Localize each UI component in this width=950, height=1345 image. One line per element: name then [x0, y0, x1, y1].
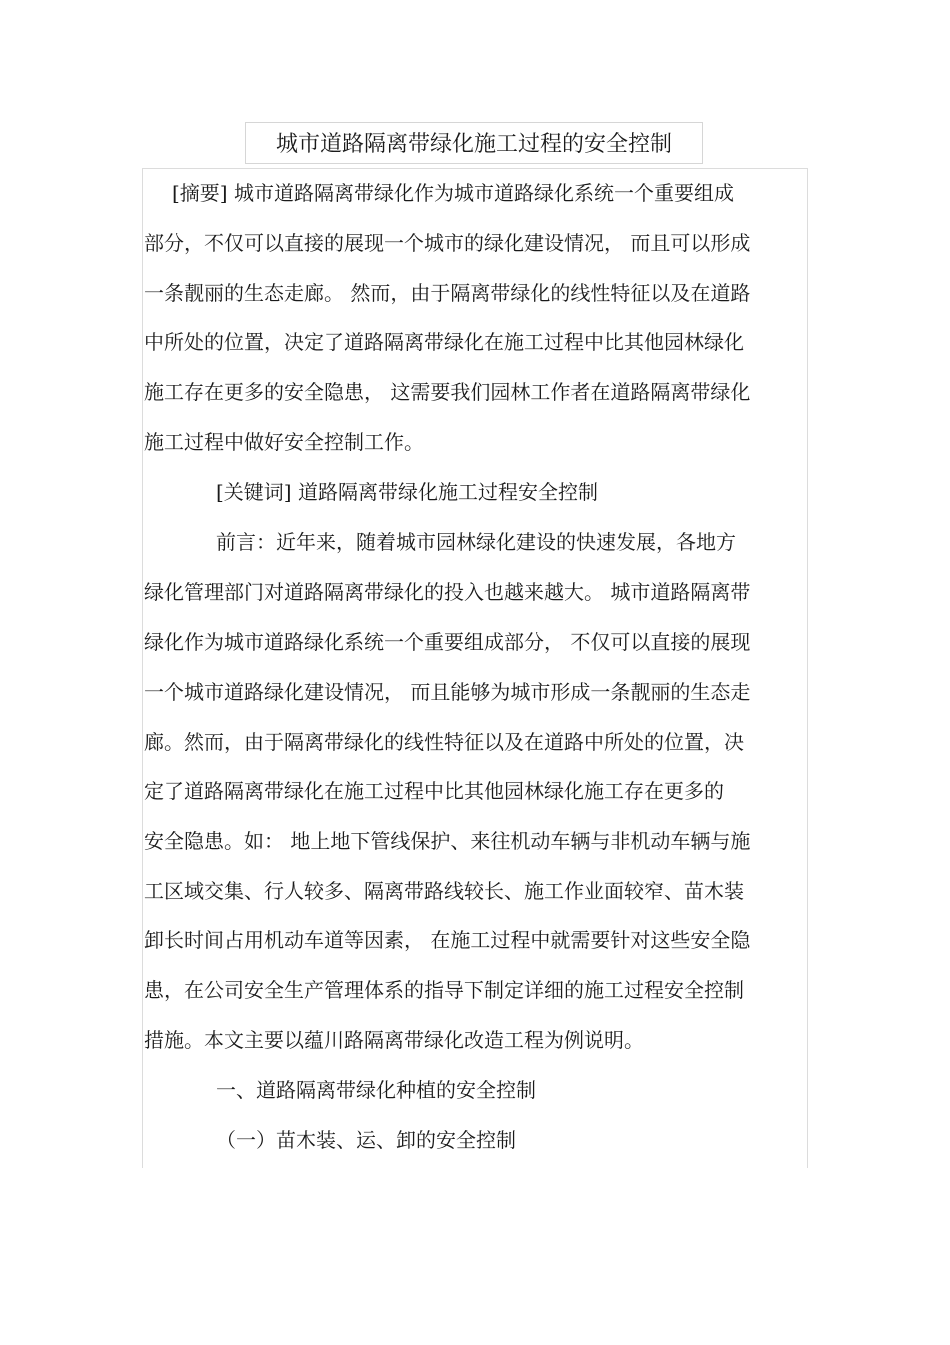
preface-line-5: 廊。然而，由于隔离带绿化的线性特征以及在道路中所处的位置，决 [144, 730, 744, 754]
preface-line-10: 患，在公司安全生产管理体系的指导下制定详细的施工过程安全控制 [144, 978, 744, 1002]
preface-line-11: 措施。本文主要以蕴川路隔离带绿化改造工程为例说明。 [144, 1028, 644, 1052]
preface-line-7: 安全隐患。如： 地上地下管线保护、来往机动车辆与非机动车辆与施 [144, 829, 751, 853]
section-heading-1: 一、道路隔离带绿化种植的安全控制 [216, 1078, 536, 1102]
subsection-heading-1: （一）苗木装、运、卸的安全控制 [216, 1128, 516, 1152]
content-frame [142, 168, 808, 1168]
abstract-line-1: [摘要] 城市道路隔离带绿化作为城市道路绿化系统一个重要组成 [172, 181, 734, 205]
preface-line-3: 绿化作为城市道路绿化系统一个重要组成部分， 不仅可以直接的展现 [144, 630, 751, 654]
preface-line-8: 工区域交集、行人较多、隔离带路线较长、施工作业面较窄、苗木装 [144, 879, 744, 903]
preface-line-1: 前言：近年来，随着城市园林绿化建设的快速发展，各地方 [216, 530, 736, 554]
abstract-line-6: 施工过程中做好安全控制工作。 [144, 430, 424, 454]
abstract-line-4: 中所处的位置，决定了道路隔离带绿化在施工过程中比其他园林绿化 [144, 330, 744, 354]
abstract-line-3: 一条靓丽的生态走廊。 然而，由于隔离带绿化的线性特征以及在道路 [144, 281, 751, 305]
preface-line-2: 绿化管理部门对道路隔离带绿化的投入也越来越大。 城市道路隔离带 [144, 580, 751, 604]
abstract-line-5: 施工存在更多的安全隐患， 这需要我们园林工作者在道路隔离带绿化 [144, 380, 751, 404]
abstract-line-2: 部分，不仅可以直接的展现一个城市的绿化建设情况， 而且可以形成 [144, 231, 751, 255]
keywords-line: [关键词] 道路隔离带绿化施工过程安全控制 [216, 480, 598, 504]
preface-line-4: 一个城市道路绿化建设情况， 而且能够为城市形成一条靓丽的生态走 [144, 680, 751, 704]
document-title: 城市道路隔离带绿化施工过程的安全控制 [275, 132, 672, 157]
preface-line-9: 卸长时间占用机动车道等因素， 在施工过程中就需要针对这些安全隐 [144, 928, 751, 952]
preface-line-6: 定了道路隔离带绿化在施工过程中比其他园林绿化施工存在更多的 [144, 779, 724, 803]
